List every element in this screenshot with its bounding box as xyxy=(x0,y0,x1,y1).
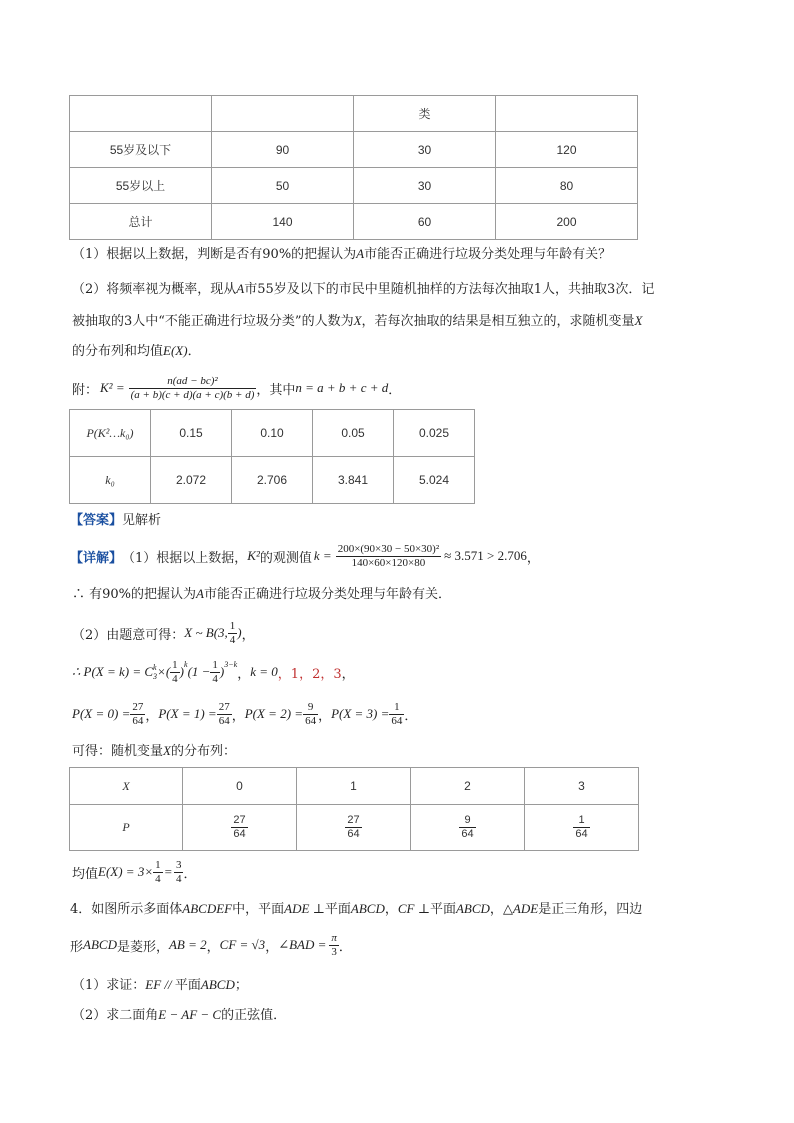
fraction-numerator: 1 xyxy=(212,658,218,671)
prob-fraction xyxy=(389,701,404,728)
math-expr: ∴ P(X = k) = C xyxy=(72,664,154,679)
detail-tag: 【详解】 xyxy=(70,550,123,566)
math-var: ABCD xyxy=(350,901,385,916)
prob-fraction xyxy=(217,701,232,728)
table-cell: 30 xyxy=(354,168,496,204)
table-cell: 3.841 xyxy=(313,457,394,504)
problem-4-line-1 xyxy=(70,900,642,919)
formula-text: ，其中 xyxy=(256,382,296,398)
data-table xyxy=(69,95,638,240)
math-expr: CF = √3 xyxy=(219,937,266,952)
table-cell: 3 xyxy=(525,768,639,805)
prob-lhs: P(X = 3) = xyxy=(331,706,390,721)
conclusion-text: 市能否正确进行垃圾分类处理与年龄有关． xyxy=(203,587,451,602)
prob-lhs: P(X = 1) = xyxy=(158,706,217,721)
k-value: ，3 xyxy=(320,666,342,682)
math-fraction xyxy=(153,859,163,886)
fraction-denominator: 64 xyxy=(132,714,144,727)
step-text: ， xyxy=(237,666,251,682)
formula-fraction xyxy=(129,375,257,402)
math-expr: E(X) = 3× xyxy=(98,864,154,879)
detail-text: ， xyxy=(526,550,540,566)
table-cell xyxy=(525,805,639,851)
detail-text: （1）根据以上数据， xyxy=(122,550,248,566)
problem-text: 平面 xyxy=(174,978,201,993)
math-expr: ) xyxy=(179,664,184,679)
math-expr: k = 0 xyxy=(250,664,278,679)
math-var: ABCDEF xyxy=(182,901,233,916)
question-text: ，若每次抽取的结果是相互独立的，求随机变量 xyxy=(361,314,635,329)
table-cell: 90 xyxy=(212,132,354,168)
math-var: A xyxy=(356,246,365,261)
math-fraction xyxy=(170,659,180,686)
appendix-formula xyxy=(72,368,401,408)
problem-text: 是正三角形，四边 xyxy=(538,902,643,917)
math-expr: E(X) xyxy=(163,343,188,358)
separator: ， xyxy=(145,708,159,724)
fraction-denominator: 64 xyxy=(461,828,474,840)
exponent: 3−k xyxy=(224,660,238,669)
fraction-numerator: 27 xyxy=(233,814,246,826)
table-cell: 2.706 xyxy=(232,457,313,504)
math-expr: ADE ⊥ xyxy=(284,901,325,916)
math-expr: ) xyxy=(219,664,225,679)
question-text: 市55岁及以下的市民中里随机抽样的方法每次抽取1人，共抽取3次．记 xyxy=(244,282,655,297)
problem-text: 中，平面 xyxy=(232,902,285,917)
fraction-denominator: 4 xyxy=(175,872,182,885)
table-cell: 50 xyxy=(212,168,354,204)
probabilities-line xyxy=(72,694,417,734)
problem-text: 平面 xyxy=(429,902,456,917)
question-text: 的分布列和均值 xyxy=(72,344,164,359)
fraction-numerator: 1 xyxy=(573,814,589,828)
math-var: ABCD xyxy=(83,937,117,952)
step-text: ． xyxy=(183,866,197,882)
question-2-line-3 xyxy=(72,342,201,361)
table-cell: 0.025 xyxy=(394,410,475,457)
math-var: ABCD xyxy=(455,901,490,916)
math-expr: AB = 2 xyxy=(168,937,207,952)
fraction-denominator: 64 xyxy=(218,714,230,727)
question-text: （2）将频率视为概率，现从 xyxy=(72,282,237,297)
distribution-table xyxy=(69,767,639,851)
problem-text: ， xyxy=(206,939,220,955)
math-expr: EF // xyxy=(145,977,175,992)
math-var: A xyxy=(196,586,204,601)
fraction-numerator: 1 xyxy=(172,658,178,671)
critical-value-table xyxy=(69,409,475,504)
conclusion-line xyxy=(72,585,451,604)
formula-expr: n = a + b + c + d xyxy=(295,380,389,395)
math-var: A xyxy=(236,281,245,296)
table-cell: 55岁及以下 xyxy=(70,132,212,168)
problem-text: （2）求二面角 xyxy=(72,1008,159,1023)
math-expr: E − AF − C xyxy=(158,1007,222,1022)
fraction-numerator: 3 xyxy=(175,858,182,871)
table-cell: 2 xyxy=(411,768,525,805)
fraction-denominator: 4 xyxy=(212,672,218,685)
table-cell xyxy=(70,96,212,132)
table-cell: P xyxy=(70,805,183,851)
fraction-denominator: 3 xyxy=(331,945,337,958)
math-expr: (1 − xyxy=(187,664,211,679)
fraction-denominator: 64 xyxy=(391,714,403,727)
table-cell: 80 xyxy=(496,168,638,204)
pmf-line xyxy=(72,652,355,692)
table-cell: 0.05 xyxy=(313,410,394,457)
table-cell: 0.15 xyxy=(151,410,232,457)
conclusion-text: ∴ 有90%的把握认为 xyxy=(72,587,197,602)
table-header-row xyxy=(70,96,638,132)
table-cell: X xyxy=(70,768,183,805)
detail-numerator: 200×(90×30 − 50×30)² xyxy=(337,542,440,555)
table-cell: 55岁以上 xyxy=(70,168,212,204)
table-row xyxy=(70,457,475,504)
problem-text: 是菱形， xyxy=(116,939,169,955)
combination-sub: 3 xyxy=(153,672,158,681)
table-cell: k₀ xyxy=(70,457,151,504)
problem-text: ． xyxy=(338,939,352,955)
question-2-line-2 xyxy=(72,312,643,331)
table-cell xyxy=(183,805,297,851)
prob-lhs: P(X = 0) = xyxy=(72,706,131,721)
answer-line xyxy=(70,512,161,530)
fraction-denominator: 64 xyxy=(233,828,246,840)
problem-text: 平面 xyxy=(324,902,351,917)
formula-denominator: (a + b)(c + d)(a + c)(b + d) xyxy=(130,388,255,401)
problem-text: ， xyxy=(265,939,279,955)
prob-fraction xyxy=(303,701,318,728)
separator: ， xyxy=(318,708,332,724)
step-text: ， xyxy=(241,627,255,643)
math-expr: △ADE xyxy=(502,901,539,916)
prob-fraction xyxy=(459,814,475,841)
table-cell: P(K²…k₀) xyxy=(70,410,151,457)
step-text: （2）由题意可得： xyxy=(72,627,185,643)
prob-fraction xyxy=(231,814,247,841)
fraction-numerator: π xyxy=(331,931,337,944)
math-var: X xyxy=(163,743,171,758)
step-text: 均值 xyxy=(72,866,99,882)
table-cell: 类 xyxy=(354,96,496,132)
answer-text: 见解析 xyxy=(122,513,162,528)
fraction-numerator: 1 xyxy=(389,701,404,715)
table-row xyxy=(70,805,639,851)
fraction-denominator: 64 xyxy=(575,828,588,840)
table-row xyxy=(70,168,638,204)
table-cell xyxy=(297,805,411,851)
fraction-numerator: 27 xyxy=(218,700,230,713)
formula-text: ． xyxy=(388,382,402,398)
exponent: k xyxy=(184,660,188,669)
fraction-numerator: 9 xyxy=(459,814,475,828)
fraction-denominator: 4 xyxy=(229,633,236,646)
separator: ． xyxy=(404,708,418,724)
table-cell: 1 xyxy=(297,768,411,805)
math-fraction xyxy=(329,932,339,959)
table-row xyxy=(70,132,638,168)
problem-text: 形 xyxy=(70,939,84,955)
math-fraction xyxy=(228,620,238,647)
binomial-line xyxy=(72,614,255,652)
k-value: ，2 xyxy=(299,666,321,682)
table-cell: 200 xyxy=(496,204,638,240)
prob-fraction xyxy=(130,701,145,728)
fraction-numerator: 27 xyxy=(347,814,360,826)
step-text: 的分布列： xyxy=(170,744,236,759)
math-var: X xyxy=(353,313,362,328)
math-expr: CF ⊥ xyxy=(397,901,430,916)
fraction-numerator: 1 xyxy=(155,858,161,871)
question-text: ． xyxy=(187,344,201,359)
k-value: ，1 xyxy=(277,666,300,682)
formula-lhs: K² = xyxy=(100,380,125,395)
math-expr: ∠BAD = xyxy=(278,937,327,952)
table-cell xyxy=(212,96,354,132)
table-cell: 120 xyxy=(496,132,638,168)
table-row xyxy=(70,768,639,805)
step-text: ， xyxy=(341,666,355,682)
fraction-denominator: 64 xyxy=(305,714,317,727)
mean-line xyxy=(72,852,196,892)
table-cell: 5.024 xyxy=(394,457,475,504)
fraction-numerator: 1 xyxy=(229,619,236,632)
problem-text: 4．如图所示多面体 xyxy=(70,902,183,917)
table-cell: 30 xyxy=(354,132,496,168)
prob-lhs: P(X = 2) = xyxy=(244,706,304,721)
problem-text: （1）求证： xyxy=(72,978,146,993)
fraction-numerator: 9 xyxy=(303,701,318,715)
table-row xyxy=(70,204,638,240)
table-cell: 0 xyxy=(183,768,297,805)
problem-4-question-1 xyxy=(72,976,248,995)
formula-numerator: n(ad − bc)² xyxy=(129,375,257,389)
table-cell: 0.10 xyxy=(232,410,313,457)
question-text: （1）根据以上数据，判断是否有90%的把握认为 xyxy=(72,247,357,262)
math-fraction xyxy=(174,859,184,886)
table-cell xyxy=(496,96,638,132)
answer-tag: 【答案】 xyxy=(70,513,123,528)
math-expr: ) xyxy=(237,625,242,640)
table-cell: 60 xyxy=(354,204,496,240)
problem-4-question-2 xyxy=(72,1006,286,1025)
math-var: ABCD xyxy=(200,977,235,992)
prob-fraction xyxy=(573,814,589,841)
question-2-line-1 xyxy=(72,280,654,299)
fraction-denominator: 4 xyxy=(155,872,161,885)
math-expr: = xyxy=(164,864,172,879)
detail-result: ≈ 3.571 > 2.706 xyxy=(444,548,527,563)
detail-denominator: 140×60×120×80 xyxy=(351,556,426,569)
appendix-label: 附： xyxy=(72,382,99,398)
step-text: 可得：随机变量 xyxy=(72,744,164,759)
problem-text: ， xyxy=(489,902,503,917)
table-cell: 2.072 xyxy=(151,457,232,504)
math-expr: ×( xyxy=(157,664,171,679)
problem-4-line-2 xyxy=(70,926,352,964)
table-cell: 总计 xyxy=(70,204,212,240)
fraction-denominator: 64 xyxy=(347,828,360,840)
prob-fraction xyxy=(345,814,361,841)
math-expr: X ~ B(3, xyxy=(184,625,228,640)
question-text: 市能否正确进行垃圾分类处理与年龄有关？ xyxy=(364,247,612,262)
math-fraction xyxy=(210,659,220,686)
separator: ， xyxy=(231,708,245,724)
math-expr: k = xyxy=(313,548,332,563)
table-cell: 140 xyxy=(212,204,354,240)
fraction-numerator: 27 xyxy=(132,700,144,713)
table-cell xyxy=(411,805,525,851)
detail-fraction xyxy=(336,543,441,570)
problem-text: ， xyxy=(384,902,398,917)
math-var: X xyxy=(634,313,643,328)
detail-line xyxy=(70,536,540,576)
fraction-denominator: 4 xyxy=(172,672,178,685)
question-1 xyxy=(72,245,611,264)
problem-text: 的正弦值． xyxy=(221,1008,287,1023)
table-row xyxy=(70,410,475,457)
math-var: K² xyxy=(247,548,260,563)
combination-sup: k xyxy=(153,663,157,672)
question-text: 被抽取的3人中“不能正确进行垃圾分类”的人数为 xyxy=(72,314,354,329)
detail-text: 的观测值 xyxy=(259,550,312,566)
problem-text: ； xyxy=(234,978,248,993)
distribution-intro xyxy=(72,742,236,761)
